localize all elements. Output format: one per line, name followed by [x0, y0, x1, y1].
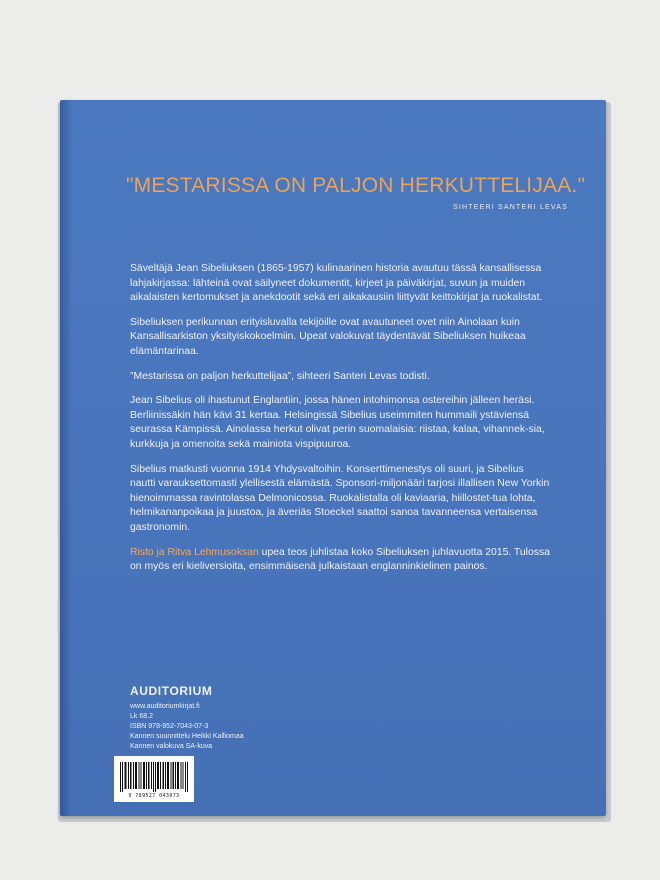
imprint-photo-credit: Kannen valokuva SA-kuva: [130, 743, 213, 750]
blurb-paragraph: Säveltäjä Jean Sibeliuksen (1865-1957) kulinaarinen historia avautuu tässä kansallisessa lahjakirjassa: lähteinä ovat säilyneet dokumentit, kirjeet ja päiväkirjat, suvun ja muiden aikalaisten kertomukset ja anekdootit sekä eri aikakausiin liittyvät keittokirjat ja ruokalistat.: [130, 263, 543, 304]
imprint-designer: Kannen suunnittelu Heikki Kalliomaa: [130, 733, 244, 740]
quote-attribution: SIHTEERI SANTERI LEVAS: [453, 204, 568, 211]
barcode: [114, 756, 194, 802]
barcode-digits: 9 789527 043073: [128, 793, 180, 799]
blurb-paragraph: Sibelius matkusti vuonna 1914 Yhdysvaltoihin. Konserttimenestys oli suuri, ja Sibelius nautti varauksettomasti ylellisestä elämästä. Sponsori-miljonääri tarjosi illallisen New Yorkin hienoimmassa ravintolassa Delmonicossa. Ruokalistalla oli kaviaaria, hiillostet-tua lohta, helmikananpoikaa ja juustoa, ja äveriäs Stoeckel saattoi sanoa tavanneensa vertaisensa gastronomin.: [130, 463, 550, 533]
imprint-website: www.auditoriumkirjat.fi: [130, 703, 200, 710]
spine-shade: [60, 100, 72, 816]
blurb-paragraph: Jean Sibelius oli ihastunut Englantiin, jossa hänen intohimonsa ostereihin jälleen heräsi. Berliinissäkin hän kävi 31 kertaa. Helsingissä Sibelius useimmiten hummaili ystäviensä seurassa Kämpissä. Ainolassa herkut olivat perin suomalaisia: riistaa, kalaa, vihannek-sia, kurkkuja ja omenoita sekä mainiota vispipuuroa.: [130, 395, 545, 450]
imprint-classification: Lk 68.2: [130, 713, 153, 720]
imprint: [130, 684, 244, 752]
closing-paragraph: [130, 546, 550, 575]
blurb-paragraph: ”Mestarissa on paljon herkuttelijaa”, sihteeri Santeri Levas todisti.: [130, 370, 430, 382]
closing-text: upea teos juhlistaa koko Sibeliuksen juhlavuotta 2015. Tulossa on myös eri kieliversioita, ensimmäisenä julkaistaan englanninkielinen painos.: [130, 546, 550, 573]
blurb: [130, 262, 550, 585]
blurb-paragraph: Sibeliuksen perikunnan erityisluvalla tekijöille ovat avautuneet ovet niin Ainolaan kuin Kansallisarkiston yksityiskokoelmiin. Upeat valokuvat täydentävät Sibeliuksen huikeaa elämäntarinaa.: [130, 316, 526, 357]
barcode-bars: [120, 762, 188, 792]
imprint-isbn: ISBN 978-952-7043-07-3: [130, 723, 209, 730]
headline-quote: "MESTARISSA ON PALJON HERKUTTELIJAA.": [126, 174, 586, 197]
publisher-logo: AUDITORIUM: [130, 684, 213, 698]
author-names: Risto ja Ritva Lehmusoksan: [130, 546, 259, 558]
book-back-cover: [60, 100, 606, 816]
